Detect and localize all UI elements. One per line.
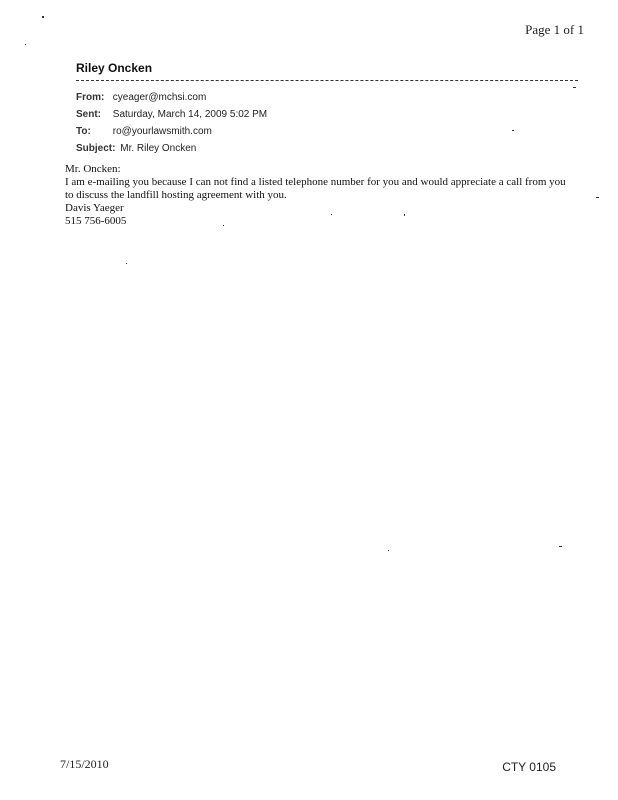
scan-speck — [596, 197, 599, 198]
bates-number: CTY 0105 — [502, 760, 556, 774]
to-value: ro@yourlawsmith.com — [112, 126, 212, 137]
scan-speck — [573, 87, 576, 88]
message-text: I am e-mailing you because I can not find a listed telephone number for you and would appreciate a call from you to discuss the landfill hosting agreement with you. — [65, 176, 566, 201]
email-body — [65, 163, 575, 228]
page-number: Page 1 of 1 — [525, 22, 584, 37]
subject-row — [76, 140, 267, 157]
header-divider — [76, 80, 578, 81]
scan-speck — [42, 16, 44, 18]
scan-speck — [404, 214, 405, 216]
scan-speck — [126, 263, 127, 264]
print-date: 7/15/2010 — [60, 757, 109, 771]
signature-name: Davis Yaeger — [65, 202, 124, 214]
scan-speck — [331, 214, 332, 215]
to-row — [76, 123, 267, 140]
scan-speck — [512, 130, 514, 131]
sent-value: Saturday, March 14, 2009 5:02 PM — [112, 109, 268, 120]
scan-speck — [559, 546, 562, 547]
scan-speck — [25, 44, 26, 45]
signature-phone: 515 756-6005 — [65, 215, 127, 227]
salutation: Mr. Oncken: — [65, 163, 121, 175]
scan-speck — [223, 225, 224, 226]
sender-name: Riley Oncken — [76, 61, 153, 75]
email-header — [76, 89, 267, 157]
scan-speck — [388, 550, 389, 551]
to-label: To: — [76, 126, 91, 137]
from-value: cyeager@mchsi.com — [112, 92, 207, 103]
sent-row — [76, 106, 267, 123]
subject-value: Mr. Riley Oncken — [120, 143, 197, 154]
sent-label: Sent: — [76, 109, 101, 120]
from-row — [76, 89, 267, 106]
subject-label: Subject: — [76, 143, 116, 154]
from-label: From: — [76, 92, 105, 103]
